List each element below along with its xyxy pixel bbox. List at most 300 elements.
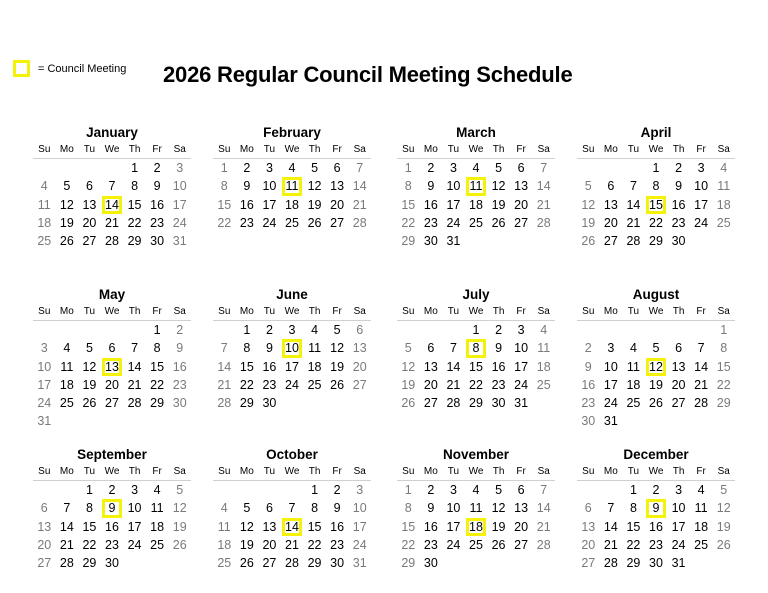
day-cell: 18 (626, 377, 641, 392)
day-cell: 24 (37, 396, 52, 411)
day-cell: 8 (153, 341, 161, 356)
day-cell: 16 (423, 519, 438, 534)
empty-cell (56, 481, 79, 499)
day-cell: 9 (427, 501, 435, 516)
month-june (213, 286, 371, 412)
day-cell: 6 (675, 341, 683, 356)
weekday-label: Tu (627, 144, 640, 155)
day-cell: 21 (536, 519, 551, 534)
day-cell: 27 (514, 215, 529, 230)
weekday-label: Tu (627, 466, 640, 477)
day-cell: 27 (105, 396, 119, 411)
weekday-header (577, 142, 735, 159)
empty-cell (577, 481, 600, 499)
weekday-label: We (104, 306, 120, 317)
day-cell: 12 (491, 179, 506, 194)
day-cell: 13 (581, 519, 596, 534)
day-cell: 26 (330, 377, 345, 392)
day-cell: 15 (469, 359, 483, 374)
day-cell: 25 (536, 377, 551, 392)
weekday-label: Tu (263, 466, 276, 477)
day-cell: 25 (150, 537, 165, 552)
weekday-label: Su (582, 144, 595, 155)
weekday-label: Mo (59, 466, 74, 477)
day-cell: 26 (716, 537, 731, 552)
day-cell: 8 (220, 179, 228, 194)
weekday-label: Th (672, 306, 685, 317)
weekday-label: Th (672, 466, 685, 477)
day-cell: 14 (626, 197, 641, 212)
day-cell: 7 (288, 501, 296, 516)
day-cell: 22 (217, 215, 232, 230)
day-cell: 28 (127, 396, 142, 411)
day-cell: 16 (262, 359, 277, 374)
day-cell: 1 (243, 323, 251, 337)
day-cell: 4 (288, 161, 296, 175)
day-cell: 21 (446, 377, 461, 392)
month-name: December (623, 447, 689, 462)
day-grid (213, 481, 371, 572)
page-title: 2026 Regular Council Meeting Schedule (163, 62, 573, 87)
day-cell: 6 (265, 501, 273, 516)
weekday-label: Fr (516, 466, 526, 477)
day-cell: 20 (330, 197, 345, 212)
day-cell: 16 (239, 197, 254, 212)
day-cell: 24 (172, 215, 187, 230)
empty-cell (258, 481, 281, 499)
day-cell: 1 (629, 483, 637, 497)
empty-cell (690, 321, 713, 339)
day-cell: 17 (514, 359, 529, 374)
day-cell: 29 (401, 234, 416, 249)
day-cell: 30 (262, 396, 277, 411)
day-cell: 12 (59, 197, 74, 212)
weekday-label: Sa (537, 306, 550, 317)
weekday-label: Th (128, 466, 141, 477)
day-cell: 31 (37, 414, 52, 429)
day-cell: 4 (472, 483, 480, 497)
day-cell: 19 (581, 215, 596, 230)
day-cell: 21 (105, 215, 119, 230)
day-cell: 10 (514, 341, 529, 356)
day-cell: 23 (330, 537, 345, 552)
day-cell: 10 (352, 501, 367, 516)
weekday-label: Sa (717, 144, 730, 155)
day-cell: 18 (150, 519, 165, 534)
day-cell: 7 (540, 161, 548, 175)
day-cell: 12 (239, 519, 254, 534)
day-cell: 4 (63, 341, 71, 356)
day-cell: 2 (584, 341, 592, 356)
council-meeting-day: 12 (646, 358, 667, 376)
day-cell: 26 (172, 537, 187, 552)
day-cell: 5 (243, 501, 251, 516)
day-cell: 20 (352, 359, 367, 374)
day-grid (577, 481, 735, 572)
council-meeting-day: 11 (466, 177, 487, 195)
day-cell: 5 (584, 179, 592, 194)
weekday-label: Sa (353, 306, 366, 317)
month-name: June (276, 287, 308, 302)
day-cell: 1 (720, 323, 728, 337)
empty-cell (397, 321, 420, 339)
month-november (397, 446, 555, 572)
day-cell: 22 (127, 215, 142, 230)
day-cell: 13 (37, 519, 52, 534)
day-cell: 1 (404, 483, 412, 497)
weekday-label: Sa (173, 466, 186, 477)
day-cell: 22 (307, 537, 322, 552)
day-cell: 5 (404, 341, 412, 356)
day-cell: 2 (652, 483, 660, 497)
day-cell: 14 (59, 519, 74, 534)
day-cell: 17 (694, 197, 709, 212)
day-cell: 22 (626, 537, 641, 552)
day-cell: 12 (401, 359, 416, 374)
day-cell: 17 (127, 519, 142, 534)
day-cell: 19 (491, 519, 506, 534)
day-cell: 17 (446, 197, 461, 212)
day-cell: 6 (584, 501, 592, 516)
day-cell: 2 (243, 161, 251, 175)
day-cell: 28 (285, 556, 299, 571)
day-cell: 22 (401, 215, 416, 230)
day-cell: 4 (472, 161, 480, 175)
day-cell: 6 (517, 161, 525, 175)
day-cell: 9 (495, 341, 503, 356)
day-cell: 19 (307, 197, 322, 212)
day-cell: 2 (495, 323, 503, 337)
weekday-header (577, 304, 735, 321)
day-cell: 29 (239, 396, 254, 411)
weekday-label: We (648, 466, 664, 477)
day-cell: 14 (217, 359, 232, 374)
weekday-label: Mo (603, 306, 618, 317)
weekday-label: Mo (59, 144, 74, 155)
day-cell: 9 (427, 179, 435, 194)
day-cell: 12 (82, 359, 97, 374)
day-cell: 9 (265, 341, 273, 356)
empty-cell (600, 159, 623, 177)
weekday-label: Su (218, 144, 231, 155)
day-cell: 10 (262, 179, 277, 194)
weekday-label: Th (492, 466, 505, 477)
day-cell: 9 (176, 341, 184, 356)
empty-cell (236, 481, 259, 499)
day-cell: 26 (82, 396, 97, 411)
day-cell: 30 (581, 414, 596, 429)
day-cell: 17 (603, 377, 618, 392)
day-grid (33, 321, 191, 431)
day-cell: 8 (311, 501, 319, 516)
day-cell: 2 (427, 483, 435, 497)
council-meeting-day: 10 (282, 339, 303, 357)
day-cell: 15 (401, 519, 416, 534)
day-cell: 29 (626, 556, 641, 571)
day-cell: 15 (307, 519, 322, 534)
day-cell: 25 (285, 215, 299, 230)
day-cell: 6 (85, 179, 93, 194)
day-cell: 17 (285, 359, 299, 374)
day-cell: 18 (694, 519, 709, 534)
weekday-label: Mo (423, 306, 438, 317)
day-cell: 10 (446, 179, 461, 194)
weekday-label: Mo (239, 144, 254, 155)
day-cell: 26 (491, 215, 506, 230)
day-cell: 6 (427, 341, 435, 356)
day-cell: 15 (82, 519, 97, 534)
month-october (213, 446, 371, 572)
council-meeting-day: 11 (282, 177, 303, 195)
day-cell: 17 (37, 377, 52, 392)
day-cell: 22 (150, 377, 165, 392)
weekday-label: Mo (423, 466, 438, 477)
day-cell: 25 (469, 537, 483, 552)
weekday-label: Sa (173, 306, 186, 317)
weekday-label: Mo (603, 144, 618, 155)
empty-cell (33, 159, 56, 177)
weekday-label: Th (672, 144, 685, 155)
weekday-label: Mo (603, 466, 618, 477)
day-cell: 9 (153, 179, 161, 194)
day-cell: 3 (288, 323, 296, 337)
day-cell: 17 (262, 197, 277, 212)
weekday-label: Sa (353, 466, 366, 477)
day-cell: 26 (581, 234, 596, 249)
day-cell: 10 (603, 359, 618, 374)
day-cell: 7 (356, 161, 364, 175)
day-cell: 28 (352, 215, 367, 230)
month-name: November (442, 447, 510, 462)
day-cell: 31 (671, 556, 686, 571)
day-cell: 6 (40, 501, 48, 516)
day-cell: 3 (517, 323, 525, 337)
day-cell: 6 (517, 483, 525, 497)
day-cell: 25 (626, 396, 641, 411)
weekday-label: Fr (332, 144, 342, 155)
day-cell: 1 (153, 323, 161, 337)
day-cell: 10 (694, 179, 709, 194)
day-cell: 15 (401, 197, 416, 212)
empty-cell (56, 159, 79, 177)
day-cell: 16 (671, 197, 686, 212)
day-cell: 24 (603, 396, 618, 411)
day-cell: 24 (285, 377, 299, 392)
day-cell: 31 (514, 396, 529, 411)
day-cell: 13 (82, 197, 97, 212)
day-cell: 3 (40, 341, 48, 356)
day-cell: 23 (491, 377, 506, 392)
weekday-label: Fr (516, 306, 526, 317)
day-cell: 16 (581, 377, 596, 392)
day-cell: 13 (330, 179, 345, 194)
month-july (397, 286, 555, 412)
day-cell: 29 (649, 234, 663, 249)
day-cell: 5 (85, 341, 93, 356)
day-cell: 14 (446, 359, 461, 374)
day-cell: 23 (239, 215, 254, 230)
day-cell: 2 (108, 483, 116, 497)
weekday-label: Tu (83, 306, 96, 317)
day-cell: 24 (446, 215, 461, 230)
council-meeting-day: 14 (282, 518, 303, 536)
day-cell: 19 (491, 197, 506, 212)
day-cell: 11 (150, 501, 164, 516)
day-cell: 8 (404, 501, 412, 516)
day-cell: 17 (671, 519, 686, 534)
day-cell: 31 (352, 556, 367, 571)
day-cell: 6 (333, 161, 341, 175)
day-cell: 11 (537, 341, 551, 356)
legend (13, 60, 126, 77)
day-cell: 26 (401, 396, 416, 411)
day-cell: 13 (514, 501, 529, 516)
day-cell: 31 (446, 234, 461, 249)
empty-cell (33, 321, 56, 339)
weekday-header (213, 304, 371, 321)
day-cell: 23 (649, 537, 663, 552)
weekday-label: Fr (152, 306, 162, 317)
day-cell: 21 (536, 197, 551, 212)
day-cell: 14 (127, 359, 142, 374)
weekday-label: Fr (332, 466, 342, 477)
day-cell: 20 (603, 215, 618, 230)
weekday-label: Fr (152, 144, 162, 155)
day-cell: 27 (514, 537, 529, 552)
day-cell: 29 (716, 396, 731, 411)
day-cell: 25 (217, 556, 232, 571)
weekday-label: Mo (239, 306, 254, 317)
day-cell: 14 (694, 359, 709, 374)
day-cell: 27 (82, 234, 97, 249)
day-cell: 7 (697, 341, 705, 356)
day-cell: 21 (352, 197, 367, 212)
day-cell: 3 (449, 483, 457, 497)
empty-cell (78, 321, 101, 339)
day-cell: 20 (514, 519, 529, 534)
day-grid (213, 321, 371, 412)
day-cell: 14 (536, 501, 551, 516)
weekday-label: Su (218, 466, 231, 477)
empty-cell (622, 159, 645, 177)
day-cell: 20 (37, 537, 52, 552)
month-name: January (86, 125, 138, 140)
day-cell: 25 (59, 396, 74, 411)
day-cell: 30 (105, 556, 119, 571)
weekday-label: We (648, 306, 664, 317)
day-cell: 24 (127, 537, 142, 552)
day-cell: 3 (607, 341, 615, 356)
day-cell: 10 (446, 501, 461, 516)
weekday-label: Fr (516, 144, 526, 155)
day-cell: 18 (217, 537, 232, 552)
day-cell: 1 (472, 323, 480, 337)
day-cell: 12 (330, 341, 345, 356)
day-cell: 28 (536, 537, 551, 552)
day-cell: 7 (449, 341, 457, 356)
day-cell: 23 (172, 377, 187, 392)
day-cell: 30 (423, 556, 438, 571)
day-cell: 25 (716, 215, 731, 230)
day-cell: 12 (581, 197, 596, 212)
day-grid (397, 321, 555, 412)
weekday-label: Mo (239, 466, 254, 477)
day-cell: 6 (108, 341, 116, 356)
month-name: August (632, 287, 680, 302)
legend-label: = Council Meeting (38, 62, 127, 75)
day-cell: 27 (330, 215, 345, 230)
day-cell: 20 (423, 377, 438, 392)
weekday-label: Su (38, 306, 51, 317)
day-cell: 2 (265, 323, 273, 337)
month-march (397, 124, 555, 250)
day-cell: 24 (446, 537, 461, 552)
day-cell: 19 (239, 537, 254, 552)
day-cell: 24 (514, 377, 529, 392)
month-name: March (456, 125, 496, 140)
day-cell: 21 (59, 537, 74, 552)
weekday-label: Th (308, 466, 321, 477)
weekday-label: Su (402, 466, 415, 477)
day-cell: 4 (629, 341, 637, 356)
weekday-label: We (468, 306, 484, 317)
day-cell: 25 (694, 537, 709, 552)
day-cell: 7 (540, 483, 548, 497)
weekday-label: Th (492, 144, 505, 155)
day-cell: 21 (603, 537, 618, 552)
day-grid (577, 321, 735, 431)
day-cell: 9 (243, 179, 251, 194)
day-cell: 1 (652, 161, 660, 175)
day-cell: 2 (427, 161, 435, 175)
day-cell: 26 (307, 215, 322, 230)
day-cell: 4 (220, 501, 228, 516)
empty-cell (600, 321, 623, 339)
day-cell: 6 (607, 179, 615, 194)
day-cell: 1 (85, 483, 93, 497)
weekday-label: Tu (447, 306, 460, 317)
day-cell: 24 (352, 537, 367, 552)
weekday-label: Sa (353, 144, 366, 155)
weekday-label: Su (38, 466, 51, 477)
day-cell: 5 (720, 483, 728, 497)
day-cell: 10 (671, 501, 686, 516)
month-december (577, 446, 735, 572)
day-cell: 15 (127, 197, 142, 212)
day-cell: 17 (446, 519, 461, 534)
day-cell: 20 (581, 537, 596, 552)
day-cell: 29 (401, 556, 416, 571)
day-cell: 11 (308, 341, 322, 356)
day-cell: 20 (514, 197, 529, 212)
month-january (33, 124, 191, 250)
month-name: September (77, 447, 147, 462)
day-cell: 16 (491, 359, 506, 374)
day-cell: 8 (629, 501, 637, 516)
day-cell: 19 (330, 359, 345, 374)
day-cell: 30 (423, 234, 438, 249)
day-cell: 4 (720, 161, 728, 175)
day-cell: 13 (423, 359, 438, 374)
day-cell: 16 (172, 359, 187, 374)
day-cell: 28 (105, 234, 119, 249)
weekday-label: Sa (537, 144, 550, 155)
day-cell: 27 (671, 396, 686, 411)
empty-cell (442, 321, 465, 339)
day-cell: 18 (307, 359, 322, 374)
weekday-label: Th (492, 306, 505, 317)
weekday-header (397, 142, 555, 159)
